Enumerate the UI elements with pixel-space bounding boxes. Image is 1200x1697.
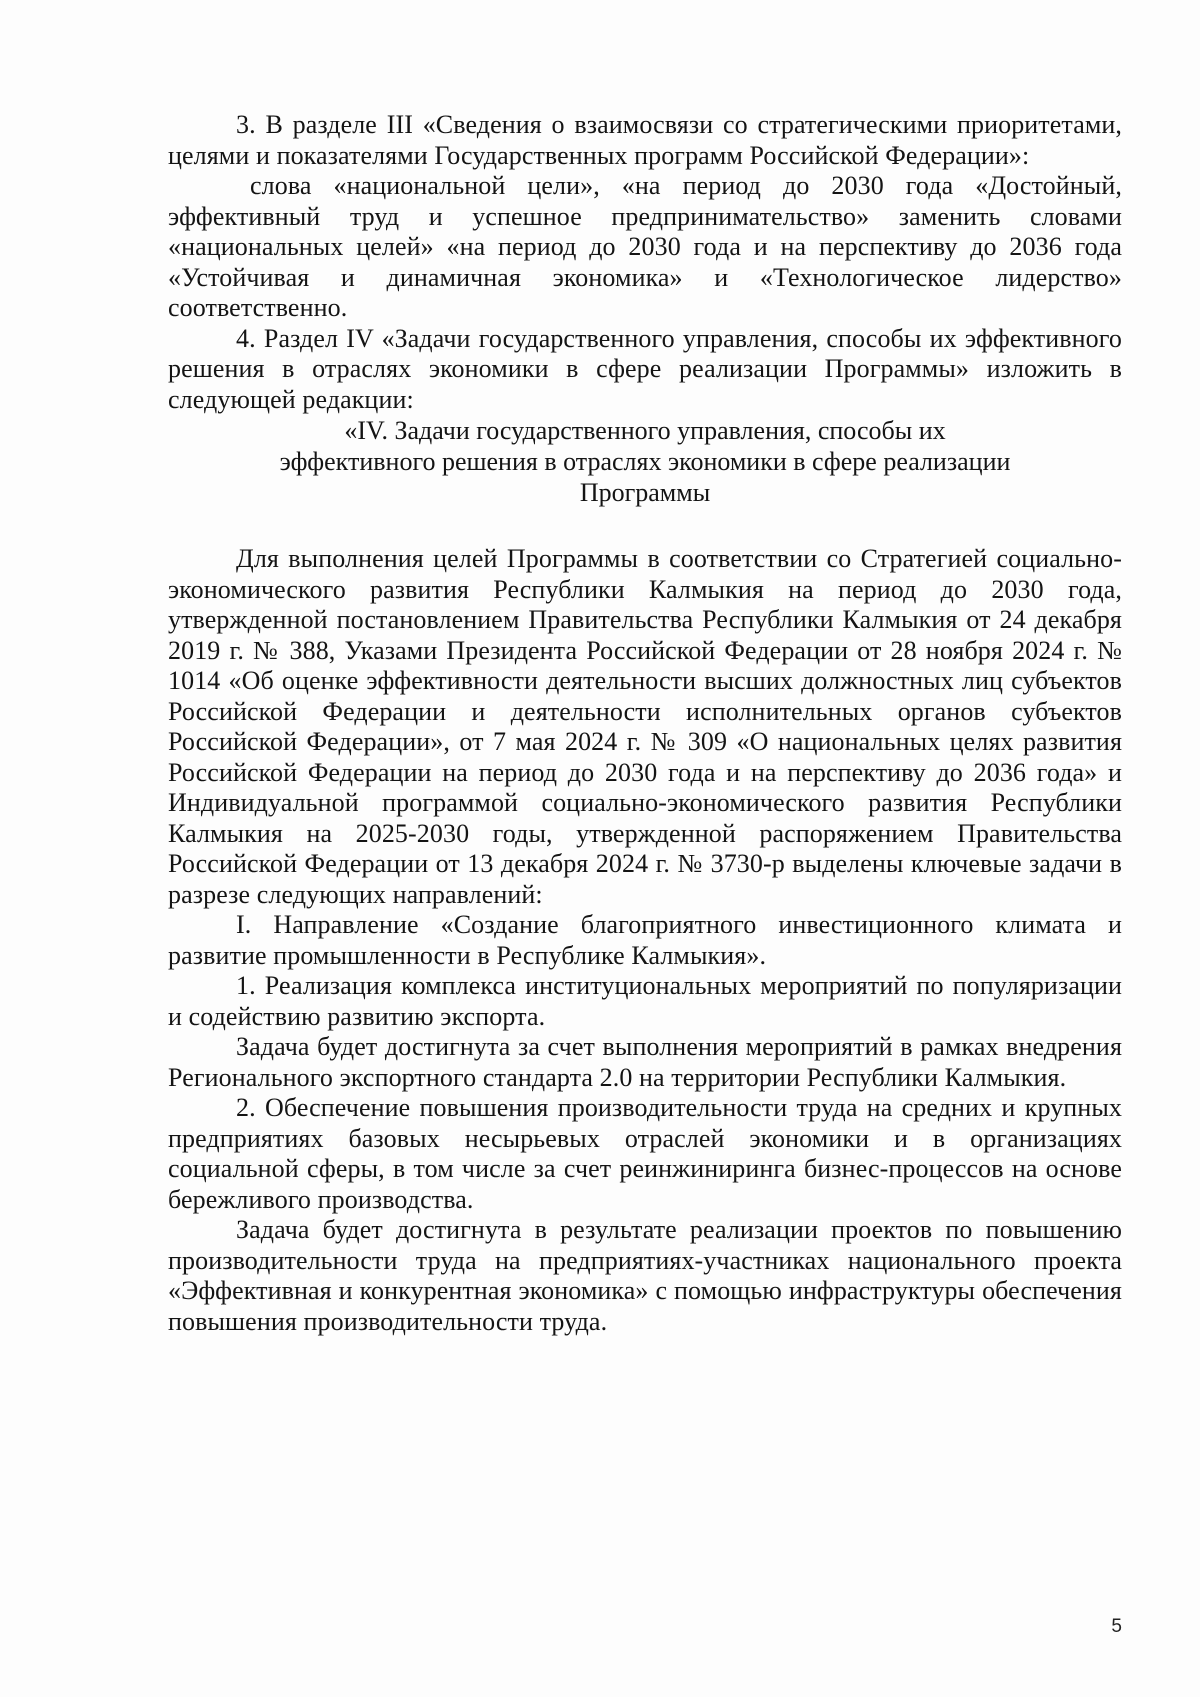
heading-line: Программы [579, 478, 711, 507]
paragraph-direction-i: I. Направление «Создание благоприятного инвестиционного климата и развитие промышленности в Республике Калмыкия». [168, 910, 1122, 970]
paragraph-task-1-means: Задача будет достигнута за счет выполнения мероприятий в рамках внедрения Регионального экспортного стандарта 2.0 на территории Республики Калмыкия. [168, 1032, 1122, 1092]
paragraph-task-2: 2. Обеспечение повышения производительности труда на средних и крупных предприятиях базовых несырьевых отраслей экономики и в организациях социальной сферы, в том числе за счет реинжиниринга бизнес-процессов на основе бережливого производства. [168, 1093, 1122, 1214]
heading-line: «IV. Задачи государственного управления, способы их [344, 416, 946, 445]
paragraph-task-2-means: Задача будет достигнута в результате реализации проектов по повышению производительности труда на предприятиях-участниках национального проекта «Эффективная и конкурентная экономика» с помощью инфраструктуры обеспечения повышения производительности труда. [168, 1215, 1122, 1336]
section-iv-heading [168, 415, 1122, 508]
paragraph-task-1: 1. Реализация комплекса институциональных мероприятий по популяризации и содействию развитию экспорта. [168, 971, 1122, 1031]
document-body [168, 110, 1122, 1337]
paragraph-words-replacement: слова «национальной цели», «на период до 2030 года «Достойный, эффективный труд и успешное предпринимательство» заменить словами «национальных целей» «на период до 2030 года и на перспективу до 2036 года «Устойчивая и динамичная экономика» и «Технологическое лидерство» соответственно. [168, 171, 1122, 322]
paragraph-program-goals: Для выполнения целей Программы в соответствии со Стратегией социально-экономического развития Республики Калмыкия на период до 2030 года, утвержденной постановлением Правительства Республики Калмыкия от 24 декабря 2019 г. № 388, Указами Президента Российской Федерации от 28 ноября 2024 г. № 1014 «Об оценке эффективности деятельности высших должностных лиц субъектов Российской Федерации и деятельности исполнительных органов субъектов Российской Федерации», от 7 мая 2024 г. № 309 «О национальных целях развития Российской Федерации на период до 2030 года и на перспективу до 2036 года» и Индивидуальной программой социально-экономического развития Республики Калмыкия на 2025-2030 годы, утвержденной распоряжением Правительства Российской Федерации от 13 декабря 2024 г. № 3730-р выделены ключевые задачи в разрезе следующих направлений: [168, 544, 1122, 909]
spacer [168, 508, 1122, 544]
page-number: 5 [1111, 1616, 1122, 1637]
paragraph-section-iii-amendment: 3. В разделе III «Сведения о взаимосвязи со стратегическими приоритетами, целями и показателями Государственных программ Российской Федерации»: [168, 110, 1122, 170]
paragraph-section-iv-amendment: 4. Раздел IV «Задачи государственного управления, способы их эффективного решения в отраслях экономики в сфере реализации Программы» изложить в следующей редакции: [168, 323, 1122, 414]
heading-line: эффективного решения в отраслях экономики в сфере реализации [279, 447, 1011, 476]
